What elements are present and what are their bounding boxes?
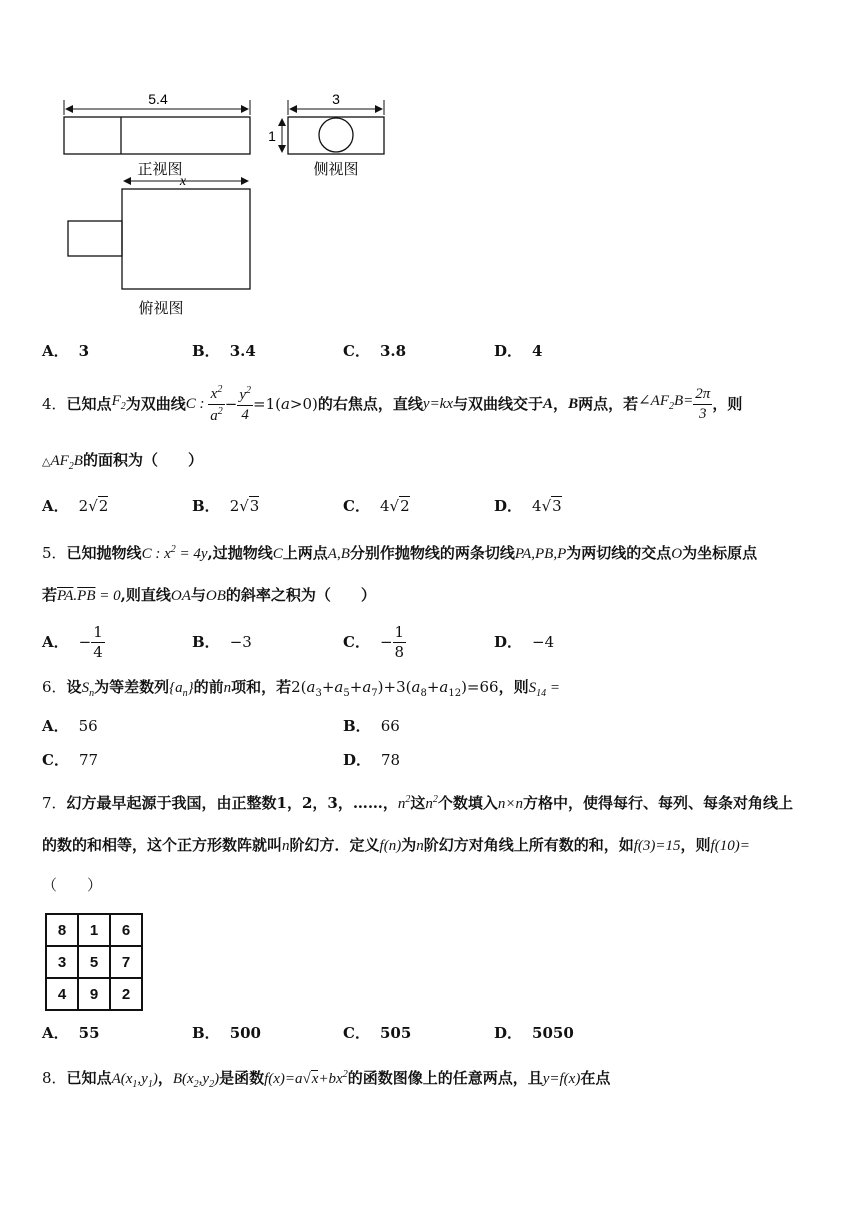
q4-stem: 4． 已知点 $F_2$ 为双曲线 C : $\frac{x^2}{a^2}$ − $\frac{y^2}{4}$ =1(a>0) 的右焦点，直线 y=kx 与双曲线交于 A ， B 两点，若 $\angle AF_2B=$ $\frac{2\pi}{3}$ ，则 [42, 383, 743, 424]
top-view-label: 俯视图 [138, 300, 184, 317]
q7-stem-line2: 的数的和相等，这个正方形数阵就叫n阶幻方．定义f(n)为n阶幻方对角线上所有数的和，如f(3)=15，则f(10)= [42, 836, 750, 854]
magic-cell: 1 [78, 914, 110, 946]
q7-option-a[interactable]: A． 55 [42, 1024, 100, 1042]
q4-option-b[interactable]: B． 2√3 [192, 497, 260, 515]
q5-option-d[interactable]: D． −4 [494, 633, 555, 651]
q5-stem: 5．已知抛物线C : $x^2 = 4y$,过抛物线C上两点A,B分别作抛物线的两条切线PA,PB,P为两切线的交点O为坐标原点 [42, 544, 758, 562]
q7-option-c[interactable]: C． 505 [343, 1024, 412, 1042]
magic-cell: 2 [110, 978, 142, 1010]
side-height-label: 1 [268, 128, 276, 144]
q4-option-d[interactable]: D． 4√3 [494, 497, 562, 515]
q6-stem: 6．设$S_n$为等差数列$\{a_n\}$的前n项和，若$2(a_3+a_5+a_7)+3(a_8+a_{12})=66$，则$S_{14}$ = [42, 678, 560, 699]
q3-option-d[interactable]: D． 4 [494, 342, 543, 360]
magic-cell: 4 [46, 978, 78, 1010]
q7-stem-line3: （ ） [42, 876, 103, 894]
three-view-figure [40, 85, 420, 325]
side-width-label: 3 [332, 91, 340, 107]
q3-option-c[interactable]: C． 3.8 [343, 342, 407, 360]
q6-option-a[interactable]: A． 56 [42, 717, 98, 735]
magic-cell: 9 [78, 978, 110, 1010]
q5-stem-line2: 若$\overline{PA}.\overline{PB} = 0$,则直线OA与OB的斜率之积为（ ） [42, 586, 376, 604]
q3-option-a[interactable]: A． 3 [42, 342, 90, 360]
top-width-label: x [179, 174, 187, 189]
q5-option-a[interactable]: A． − $\frac{1}{4}$ [42, 622, 103, 661]
q8-stem: 8．已知点$A(x_1,y_1)$，$B(x_2,y_2)$是函数$f(x)=a√x+bx^2$的函数图像上的任意两点，且y=f(x)在点 [42, 1069, 611, 1090]
q7-option-d[interactable]: D． 5050 [494, 1024, 574, 1042]
q7-stem: 7．幻方最早起源于我国，由正整数1，2，3，……，$n^2$这$n^2$个数填入n×n方格中，使得每行、每列、每条对角线上 [42, 794, 794, 812]
side-view [268, 91, 384, 178]
front-width-label: 5.4 [148, 91, 168, 107]
q4-stem-line2: $\triangle AF_2B$的面积为（ ） [42, 451, 203, 472]
q3-option-b[interactable]: B． 3.4 [192, 342, 256, 360]
magic-cell: 3 [46, 946, 78, 978]
q5-option-b[interactable]: B． −3 [192, 633, 252, 651]
front-view-label: 正视图 [137, 161, 183, 178]
magic-cell: 7 [110, 946, 142, 978]
front-view [64, 91, 250, 178]
q5-option-c[interactable]: C． − $\frac{1}{8}$ [343, 622, 405, 661]
q6-option-c[interactable]: C． 77 [42, 751, 99, 769]
side-view-label: 侧视图 [313, 161, 359, 178]
magic-square [45, 913, 143, 1011]
q6-option-d[interactable]: D． 78 [343, 751, 401, 769]
q6-option-b[interactable]: B． 66 [343, 717, 400, 735]
q7-option-b[interactable]: B． 500 [192, 1024, 261, 1042]
top-view [68, 174, 250, 317]
magic-cell: 5 [78, 946, 110, 978]
q4-option-a[interactable]: A． 2√2 [42, 497, 109, 515]
magic-cell: 8 [46, 914, 78, 946]
magic-cell: 6 [110, 914, 142, 946]
q4-option-c[interactable]: C． 4√2 [343, 497, 410, 515]
